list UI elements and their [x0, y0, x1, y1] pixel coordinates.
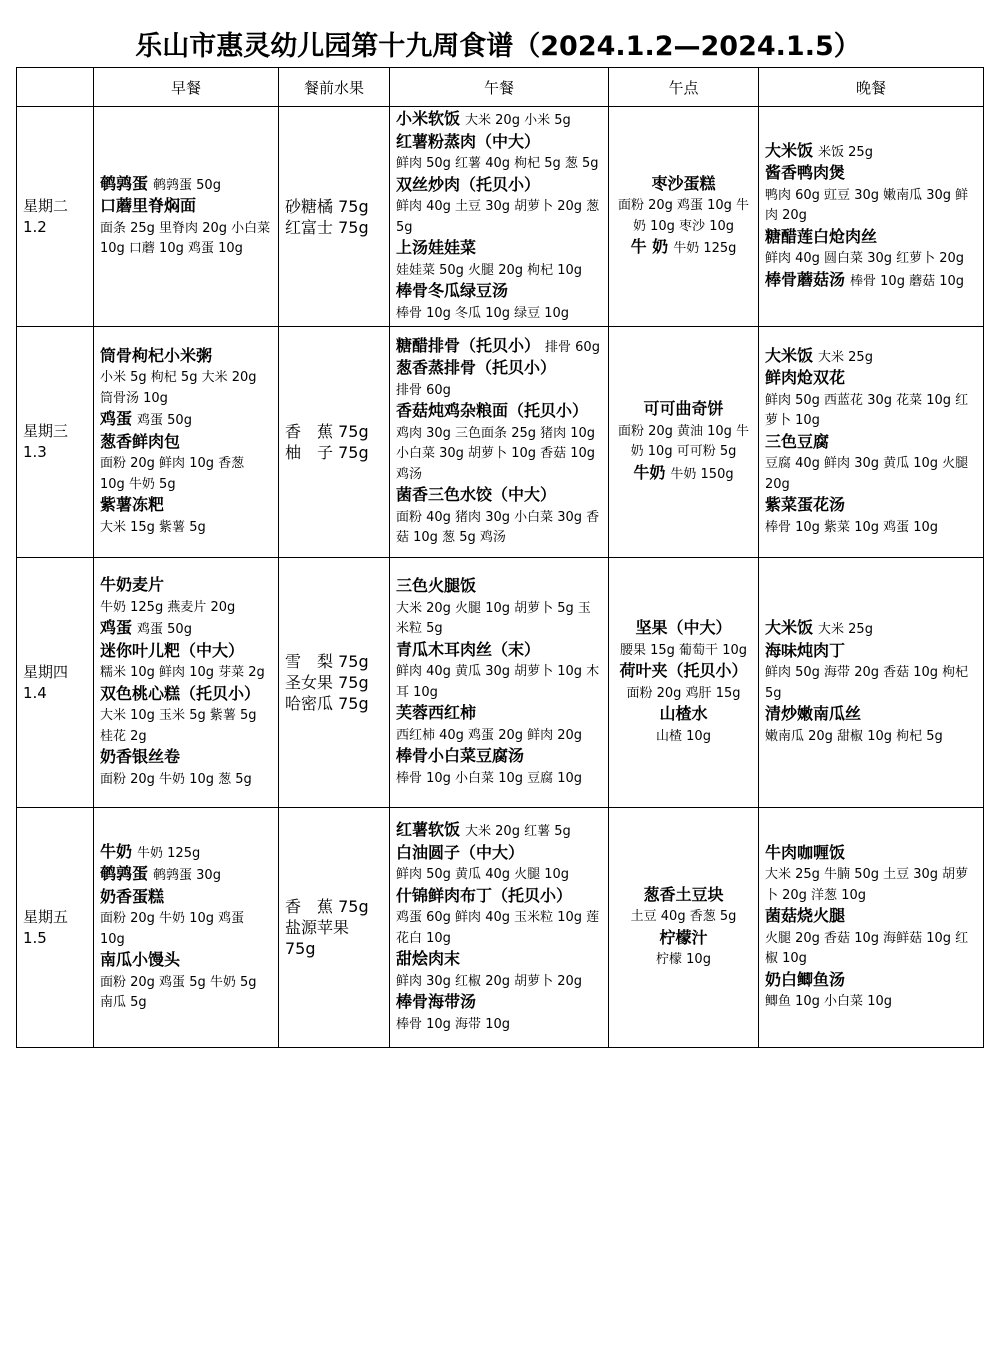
- dish-name: 奶香银丝卷: [100, 747, 181, 766]
- dish-name: 白油圆子（中大）: [396, 842, 525, 862]
- header-day: [17, 68, 94, 107]
- dinner-cell: [759, 107, 984, 327]
- fruit-item: 雪 梨 75g: [285, 652, 369, 671]
- dish-ingredients: 大米 25g 牛腩 50g 土豆 30g 胡萝卜 20g 洋葱 10g: [765, 867, 969, 903]
- dish-name: 枣沙蛋糕: [651, 173, 716, 193]
- dish-ingredients: 嫩南瓜 20g 甜椒 10g 枸杞 5g: [765, 728, 943, 744]
- dish-name: 菌菇烧火腿: [765, 906, 846, 925]
- fruit-item: 香 蕉 75g: [285, 422, 369, 441]
- dish-name: 柠檬汁: [659, 927, 708, 947]
- dish-ingredients: 牛奶 125g 燕麦片 20g: [100, 599, 236, 615]
- breakfast-cell: [94, 558, 279, 808]
- dish-name: 菌香三色水饺（中大）: [396, 485, 557, 504]
- dish-ingredients: 鲫鱼 10g 小白菜 10g: [765, 994, 892, 1009]
- dinner-cell: [759, 327, 984, 558]
- dish-ingredients: 鲜肉 50g 海带 20g 香菇 10g 枸杞 5g: [765, 665, 969, 701]
- dish-ingredients: 鸡蛋 50g: [137, 622, 192, 637]
- dish-name: 鸡蛋: [100, 409, 133, 429]
- dish-name: 山楂水: [659, 704, 708, 723]
- dish-ingredients: 面粉 20g 牛奶 10g 鸡蛋 10g: [100, 911, 245, 947]
- dish-name: 鸡蛋: [100, 618, 133, 637]
- day-label: 星期二: [23, 196, 69, 215]
- header-breakfast: 早餐: [94, 68, 279, 107]
- day-cell: [17, 808, 94, 1048]
- dish-ingredients: 鸡蛋 50g: [137, 413, 192, 429]
- dish-name: 上汤娃娃菜: [396, 238, 477, 257]
- dish-name: 奶香蛋糕: [100, 886, 165, 906]
- fruit-item: 香 蕉 75g: [285, 897, 369, 916]
- dish-ingredients: 鲜肉 50g 红薯 40g 枸杞 5g 葱 5g: [396, 156, 599, 171]
- dish-name: 牛奶麦片: [100, 575, 165, 594]
- dish-name: 迷你叶儿粑（中大）: [100, 640, 245, 660]
- dish-ingredients: 面条 25g 里脊肉 20g 小白菜 10g 口蘑 10g 鸡蛋 10g: [100, 220, 271, 256]
- dish-ingredients: 鸡肉 30g 三色面条 25g 猪肉 10g 小白菜 30g 胡萝卜 10g 香菇 10g 鸡汤: [396, 425, 596, 482]
- fruit-item: 75g: [285, 939, 316, 958]
- breakfast-cell: [94, 808, 279, 1048]
- dish-name: 葱香土豆块: [643, 884, 724, 904]
- dish-name: 紫薯冻粑: [100, 495, 165, 515]
- day-cell: [17, 327, 94, 558]
- dish-name: 鹌鹑蛋: [100, 864, 149, 883]
- fruit-cell: [279, 808, 390, 1048]
- dish-name: 青瓜木耳肉丝（末）: [396, 639, 541, 659]
- dish-ingredients: 棒骨 10g 冬瓜 10g 绿豆 10g: [396, 305, 570, 321]
- dish-ingredients: 大米 20g 小米 5g: [465, 113, 571, 128]
- dish-name: 三色火腿饭: [396, 576, 477, 595]
- dish-name: 牛 奶: [630, 237, 669, 256]
- day-label: 星期五: [23, 907, 69, 926]
- fruit-item: 盐源苹果: [285, 918, 350, 937]
- dish-name: 奶白鲫鱼汤: [765, 969, 846, 989]
- fruit-cell: [279, 107, 390, 327]
- table-row: [17, 558, 984, 808]
- day-cell: [17, 107, 94, 327]
- dish-ingredients: 牛奶 150g: [670, 466, 734, 482]
- dish-ingredients: 鲜肉 40g 圆白菜 30g 红萝卜 20g: [765, 251, 965, 267]
- dish-name: 鲜肉炝双花: [765, 368, 846, 388]
- date-label: 1.2: [23, 217, 47, 236]
- dish-ingredients: 鸭肉 60g 豇豆 30g 嫩南瓜 30g 鲜肉 20g: [765, 187, 969, 224]
- dish-ingredients: 大米 25g: [818, 349, 873, 365]
- dish-name: 香菇炖鸡杂粮面（托贝小）: [396, 401, 589, 420]
- dish-ingredients: 棒骨 10g 蘑菇 10g: [850, 273, 965, 289]
- dish-ingredients: 鲜肉 40g 黄瓜 30g 胡萝卜 10g 木耳 10g: [396, 664, 600, 700]
- header-row: [17, 68, 984, 107]
- dish-ingredients: 牛奶 125g: [673, 241, 737, 256]
- dinner-cell: [759, 808, 984, 1048]
- page-title: 乐山市惠灵幼儿园第十九周食谱（2024.1.2—2024.1.5）: [135, 31, 861, 62]
- menu-table: [16, 67, 984, 1048]
- dish-name: 双色桃心糕（托贝小）: [100, 683, 261, 703]
- dish-name: 小米软饭: [396, 109, 461, 128]
- dish-ingredients: 小米 5g 枸杞 5g 大米 20g 筒骨汤 10g: [100, 370, 257, 406]
- dish-ingredients: 山楂 10g: [656, 728, 711, 744]
- dish-ingredients: 鲜肉 50g 黄瓜 40g 火腿 10g: [396, 867, 570, 882]
- dish-ingredients: 大米 15g 紫薯 5g: [100, 519, 206, 535]
- dish-name: 大米饭: [765, 618, 814, 637]
- dish-ingredients: 鲜肉 30g 红椒 20g 胡萝卜 20g: [396, 973, 583, 989]
- dish-ingredients: 棒骨 10g 小白菜 10g 豆腐 10g: [396, 770, 583, 786]
- fruit-cell: [279, 558, 390, 808]
- table-row: [17, 327, 984, 558]
- fruit-item: 砂糖橘 75g: [285, 196, 369, 216]
- date-label: 1.4: [23, 683, 47, 702]
- date-label: 1.5: [23, 928, 47, 947]
- dish-name: 大米饭: [765, 140, 814, 160]
- dish-name: 葱香鲜肉包: [100, 431, 181, 451]
- dish-ingredients: 鲜肉 50g 西蓝花 30g 花菜 10g 红萝卜 10g: [765, 392, 969, 429]
- day-label: 星期四: [23, 662, 69, 681]
- dish-name: 可可曲奇饼: [643, 399, 724, 418]
- dish-ingredients: 棒骨 10g 紫菜 10g 鸡蛋 10g: [765, 519, 939, 535]
- dish-ingredients: 土豆 40g 香葱 5g: [630, 909, 737, 924]
- fruit-item: 圣女果 75g: [285, 673, 369, 692]
- dish-ingredients: 鸡蛋 60g 鲜肉 40g 玉米粒 10g 莲花白 10g: [396, 910, 600, 946]
- dish-ingredients: 大米 10g 玉米 5g 紫薯 5g 桂花 2g: [100, 708, 257, 744]
- dish-ingredients: 面粉 20g 鸡肝 15g: [626, 685, 741, 701]
- dish-ingredients: 面粉 40g 猪肉 30g 小白菜 30g 香菇 10g 葱 5g 鸡汤: [396, 509, 600, 545]
- dish-name: 牛奶: [100, 841, 133, 861]
- dish-name: 紫菜蛋花汤: [765, 495, 846, 515]
- dish-name: 三色豆腐: [765, 431, 830, 451]
- breakfast-cell: [94, 327, 279, 558]
- dish-name: 坚果（中大）: [635, 618, 732, 637]
- dish-name: 大米饭: [765, 345, 814, 365]
- dish-name: 棒骨冬瓜绿豆汤: [396, 281, 509, 300]
- dish-ingredients: 棒骨 10g 海带 10g: [396, 1016, 510, 1032]
- fruit-item: 哈密瓜 75g: [285, 694, 369, 713]
- dish-ingredients: 大米 20g 火腿 10g 胡萝卜 5g 玉米粒 5g: [396, 600, 591, 636]
- dish-name: 甜烩肉末: [396, 949, 461, 968]
- dish-ingredients: 米饭 25g: [818, 144, 873, 160]
- dish-ingredients: 鹌鹑蛋 50g: [153, 177, 221, 193]
- dish-name: 海味炖肉丁: [765, 640, 846, 660]
- dish-name: 牛奶: [633, 462, 666, 482]
- dish-name: 筒骨枸杞小米粥: [100, 345, 213, 365]
- dish-name: 棒骨小白菜豆腐汤: [396, 746, 525, 765]
- table-row: [17, 107, 984, 327]
- dish-name: 口蘑里脊焖面: [100, 196, 197, 215]
- dish-ingredients: 腰果 15g 葡萄干 10g: [620, 642, 747, 658]
- header-fruit: 餐前水果: [279, 68, 390, 107]
- dinner-cell: [759, 558, 984, 808]
- dish-name: 棒骨海带汤: [396, 992, 477, 1011]
- day-label: 星期三: [23, 422, 69, 440]
- snack-cell: [609, 107, 759, 327]
- dish-ingredients: 面粉 20g 牛奶 10g 葱 5g: [100, 771, 252, 787]
- dish-ingredients: 面粉 20g 鲜肉 10g 香葱 10g 牛奶 5g: [100, 456, 245, 492]
- header-dinner: 晚餐: [759, 68, 984, 107]
- dish-ingredients: 面粉 20g 黄油 10g 牛奶 10g 可可粉 5g: [617, 423, 750, 459]
- table-row: [17, 808, 984, 1048]
- dish-ingredients: 排骨 60g: [545, 339, 600, 355]
- lunch-cell: [390, 327, 609, 558]
- dish-name: 红薯粉蒸肉（中大）: [396, 131, 541, 151]
- dish-ingredients: 豆腐 40g 鲜肉 30g 黄瓜 10g 火腿 20g: [765, 456, 969, 492]
- dish-name: 葱香蒸排骨（托贝小）: [396, 358, 557, 377]
- dish-name: 双丝炒肉（托贝小）: [396, 174, 541, 194]
- breakfast-cell: [94, 107, 279, 327]
- dish-ingredients: 西红柿 40g 鸡蛋 20g 鲜肉 20g: [396, 727, 583, 743]
- dish-ingredients: 糯米 10g 鲜肉 10g 芽菜 2g: [100, 665, 265, 680]
- dish-name: 荷叶夹（托贝小）: [619, 661, 748, 680]
- dish-name: 鹌鹑蛋: [100, 173, 149, 193]
- dish-ingredients: 排骨 60g: [396, 382, 451, 398]
- fruit-item: 红富士 75g: [285, 217, 369, 237]
- snack-cell: [609, 558, 759, 808]
- lunch-cell: [390, 808, 609, 1048]
- dish-ingredients: 面粉 20g 鸡蛋 10g 牛奶 10g 枣沙 10g: [617, 198, 750, 234]
- dish-ingredients: 火腿 20g 香菇 10g 海鲜菇 10g 红椒 10g: [765, 930, 969, 966]
- dish-ingredients: 大米 20g 红薯 5g: [465, 824, 571, 839]
- lunch-cell: [390, 558, 609, 808]
- dish-name: 红薯软饭: [396, 820, 461, 839]
- snack-cell: [609, 808, 759, 1048]
- dish-ingredients: 柠檬 10g: [656, 952, 711, 967]
- dish-ingredients: 鹌鹑蛋 30g: [153, 868, 221, 883]
- dish-ingredients: 娃娃菜 50g 火腿 20g 枸杞 10g: [396, 262, 583, 278]
- header-snack: 午点: [609, 68, 759, 107]
- dish-ingredients: 面粉 20g 鸡蛋 5g 牛奶 5g 南瓜 5g: [100, 974, 257, 1010]
- dish-name: 清炒嫩南瓜丝: [765, 704, 862, 723]
- header-lunch: 午餐: [390, 68, 609, 107]
- fruit-item: 柚 子 75g: [285, 443, 369, 462]
- dish-ingredients: 大米 25g: [818, 622, 873, 637]
- day-cell: [17, 558, 94, 808]
- dish-ingredients: 牛奶 125g: [137, 845, 201, 861]
- dish-ingredients: 鲜肉 40g 土豆 30g 胡萝卜 20g 葱 5g: [396, 199, 600, 235]
- dish-name: 什锦鲜肉布丁（托贝小）: [396, 885, 573, 905]
- date-label: 1.3: [23, 443, 47, 461]
- dish-name: 酱香鸭肉煲: [765, 163, 846, 183]
- fruit-cell: [279, 327, 390, 558]
- lunch-cell: [390, 107, 609, 327]
- dish-name: 牛肉咖喱饭: [765, 842, 846, 862]
- dish-name: 南瓜小馒头: [100, 950, 181, 969]
- dish-name: 糖醋莲白炝肉丝: [765, 226, 878, 246]
- dish-name: 芙蓉西红柿: [396, 703, 477, 722]
- snack-cell: [609, 327, 759, 558]
- dish-name: 糖醋排骨（托贝小）: [396, 335, 541, 355]
- dish-name: 棒骨蘑菇汤: [765, 269, 846, 289]
